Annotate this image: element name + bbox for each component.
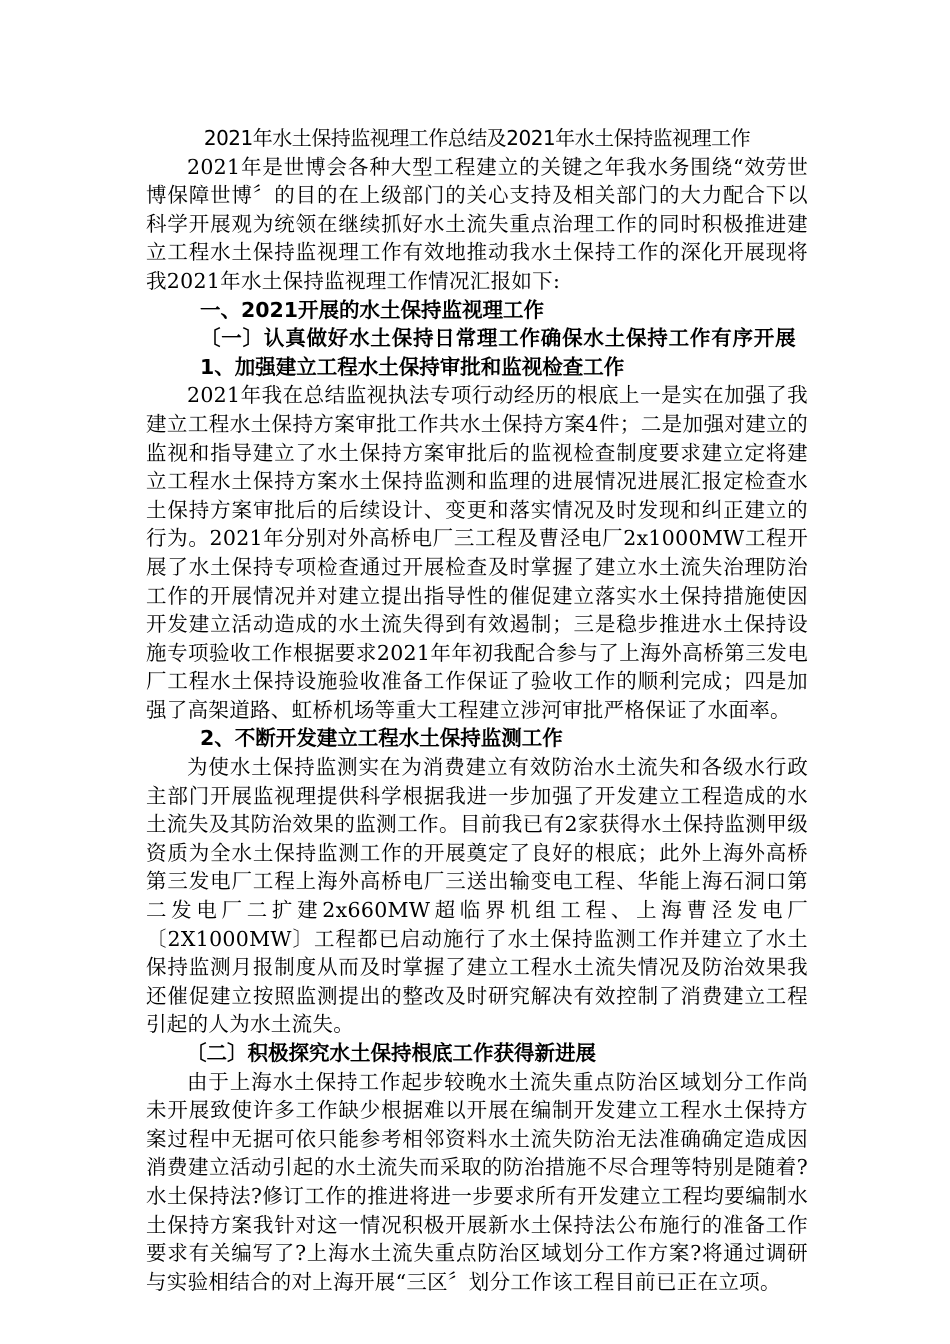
intro-paragraph: 2021年是世博会各种大型工程建立的关键之年我水务围绕“效劳世博保障世博〞的目的在上级部门的关心支持及相关部门的大力配合下以科学开展观为统领在继续抓好水土流失重点治理工作的同时积极推进建立工程水土保持监视理工作有效地推动我水土保持工作的深化开展现将我2021年水土保持监视理工作情况汇报如下: — [146, 154, 808, 293]
item-1-heading: 1、加强建立工程水土保持审批和监视检查工作 — [200, 354, 625, 379]
subsection-2-paragraph: 由于上海水土保持工作起步较晚水土流失重点防治区域划分工作尚未开展致使许多工作缺少根据难以开展在编制开发建立工程水土保持方案过程中无据可依只能参考相邻资料水土流失防治无法准确确定造成因消费建立活动引起的水土流失而采取的防治措施不尽合理等特别是随着?水土保持法?修订工作的推进将进一步要求所有开发建立工程均要编制水土保持方案我针对这一情况积极开展新水土保持法公布施行的准备工作要求有关编写了?上海水土流失重点防治区域划分工作方案?将通过调研与实验相结合的对上海开展“三区〞划分工作该工程目前已正在立项。 — [146, 1069, 808, 1294]
section-1-heading: 一、2021开展的水土保持监视理工作 — [200, 297, 545, 322]
subsection-1-heading: 〔一〕认真做好水土保持日常理工作确保水土保持工作有序开展 — [200, 326, 797, 351]
subsection-2-heading: 〔二〕积极探究水土保持根底工作获得新进展 — [186, 1041, 596, 1065]
item-2-paragraph: 为使水土保持监测实在为消费建立有效防治水土流失和各级水行政主部门开展监视理提供科学根据我进一步加强了开发建立工程造成的水土流失及其防治效果的监测工作。目前我已有2家获得水土保持监测甲级资质为全水土保持监测工作的开展奠定了良好的根底；此外上海外高桥第三发电厂工程上海外高桥电厂三送出输变电工程、华能上海石洞口第二发电厂二扩建2x660MW超临界机组工程、上海曹泾发电厂〔2X1000MW〕工程都已启动施行了水土保持监测工作并建立了水土保持监测月报制度从而及时掌握了建立工程水土流失情况及防治效果我还催促建立按照监测提出的整改及时研究解决有效控制了消费建立工程引起的人为水土流失。 — [146, 755, 808, 1037]
item-2-heading: 2、不断开发建立工程水土保持监测工作 — [200, 726, 563, 751]
item-1-paragraph: 2021年我在总结监视执法专项行动经历的根底上一是实在加强了我建立工程水土保持方案审批工作共水土保持方案4件；二是加强对建立的监视和指导建立了水土保持方案审批后的监视检查制度要求建立定将建立工程水土保持方案水土保持监测和监理的进展情况进展汇报定检查水土保持方案审批后的后续设计、变更和落实情况及时发现和纠正建立的行为。2021年分别对外高桥电厂三工程及曹泾电厂2x1000MW工程开展了水土保持专项检查通过开展检查及时掌握了建立水土流失治理防治工作的开展情况并对建立提出指导性的催促建立落实水土保持措施使因开发建立活动造成的水土流失得到有效遏制；三是稳步推进水土保持设施专项验收工作根据要求2021年年初我配合参与了上海外高桥第三发电厂工程水土保持设施验收准备工作保证了验收工作的顺利完成；四是加强了高架道路、虹桥机场等重大工程建立涉河审批严格保证了水面率。 — [146, 383, 808, 722]
document-title: 2021年水土保持监视理工作总结及2021年水土保持监视理工作 — [203, 126, 751, 150]
document-page — [146, 124, 808, 1296]
